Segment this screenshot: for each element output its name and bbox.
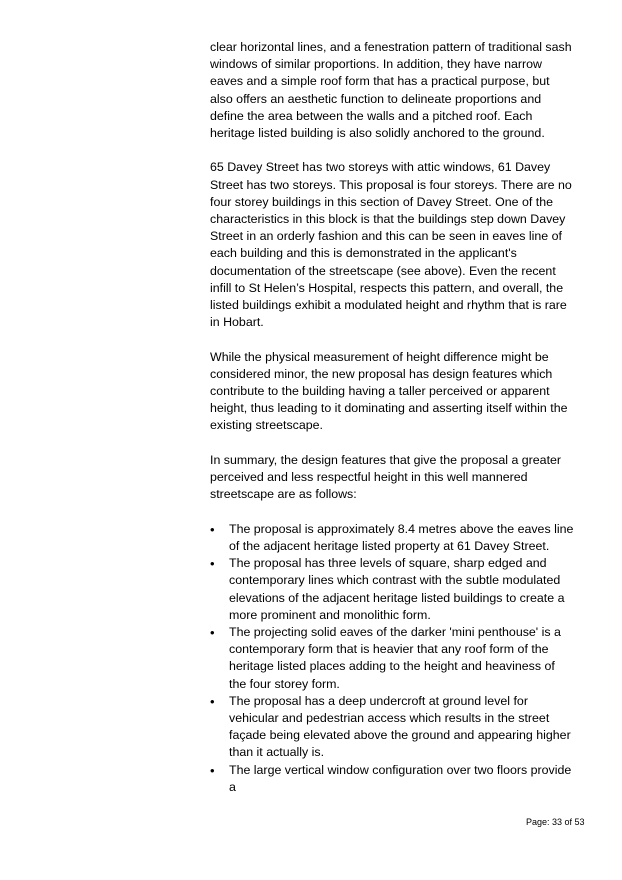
list-item-text: The proposal has a deep undercroft at ground level for vehicular and pedestrian access which results in the street façade being elevated above the ground and appearing higher than it actually is. (229, 693, 571, 760)
list-item-text: The large vertical window configuration over two floors provide a (229, 762, 572, 794)
paragraph-storeys: 65 Davey Street has two storeys with attic windows, 61 Davey Street has two storeys. This proposal is four storeys. There are no four storey buildings in this section of Davey Street. One of the characteristics in this block is that the buildings step down Davey Street in an orderly fashion and this can be seen in eaves line of each building and this is demonstrated in the applicant's documentation of the streetscape (see above). Even the recent infill to St Helen’s Hospital, respects this pattern, and overall, the listed buildings exhibit a modulated height and rhythm that is rare in Hobart. (210, 160, 572, 330)
body-text (210, 39, 575, 796)
list-item-text: The projecting solid eaves of the darker 'mini penthouse' is a contemporary form that is heavier that any roof form of the heritage listed places adding to the height and heaviness of the four storey form. (229, 625, 561, 691)
bullet-icon: • (210, 625, 215, 641)
paragraph-heritage-character: clear horizontal lines, and a fenestration pattern of traditional sash windows of similar proportions. In addition, they have narrow eaves and a simple roof form that has a practical purpose, but also offers an aesthetic function to delineate proportions and define the area between the walls and a pitched roof. Each heritage listed building is also solidly anchored to the ground. (210, 40, 572, 141)
list-item (210, 624, 575, 693)
bullet-icon: • (210, 521, 215, 537)
list-item-text: The proposal has three levels of square, sharp edged and contemporary lines which contrast with the subtle modulated elevations of the adjacent heritage listed buildings to create a more prominent and monolithic form. (229, 556, 565, 622)
design-features-list (210, 521, 575, 796)
list-item-text: The proposal is approximately 8.4 metres above the eaves line of the adjacent heritage listed property at 61 Davey Street. (229, 521, 574, 554)
list-item (210, 693, 575, 762)
page-number: Page: 33 of 53 (526, 817, 585, 827)
bullet-icon: • (210, 556, 215, 572)
bullet-icon: • (210, 693, 215, 709)
list-item (210, 555, 575, 624)
bullet-icon: • (210, 762, 215, 778)
list-item (210, 762, 575, 796)
paragraph-height-difference: While the physical measurement of height difference might be considered minor, the new proposal has design features which contribute to the building having a taller perceived or apparent height, thus leading to it dominating and asserting itself within the existing streetscape. (210, 349, 568, 433)
list-item (210, 521, 575, 555)
paragraph-summary-intro: In summary, the design features that give the proposal a greater perceived and less respectful height in this well mannered streetscape are as follows: (210, 452, 562, 502)
